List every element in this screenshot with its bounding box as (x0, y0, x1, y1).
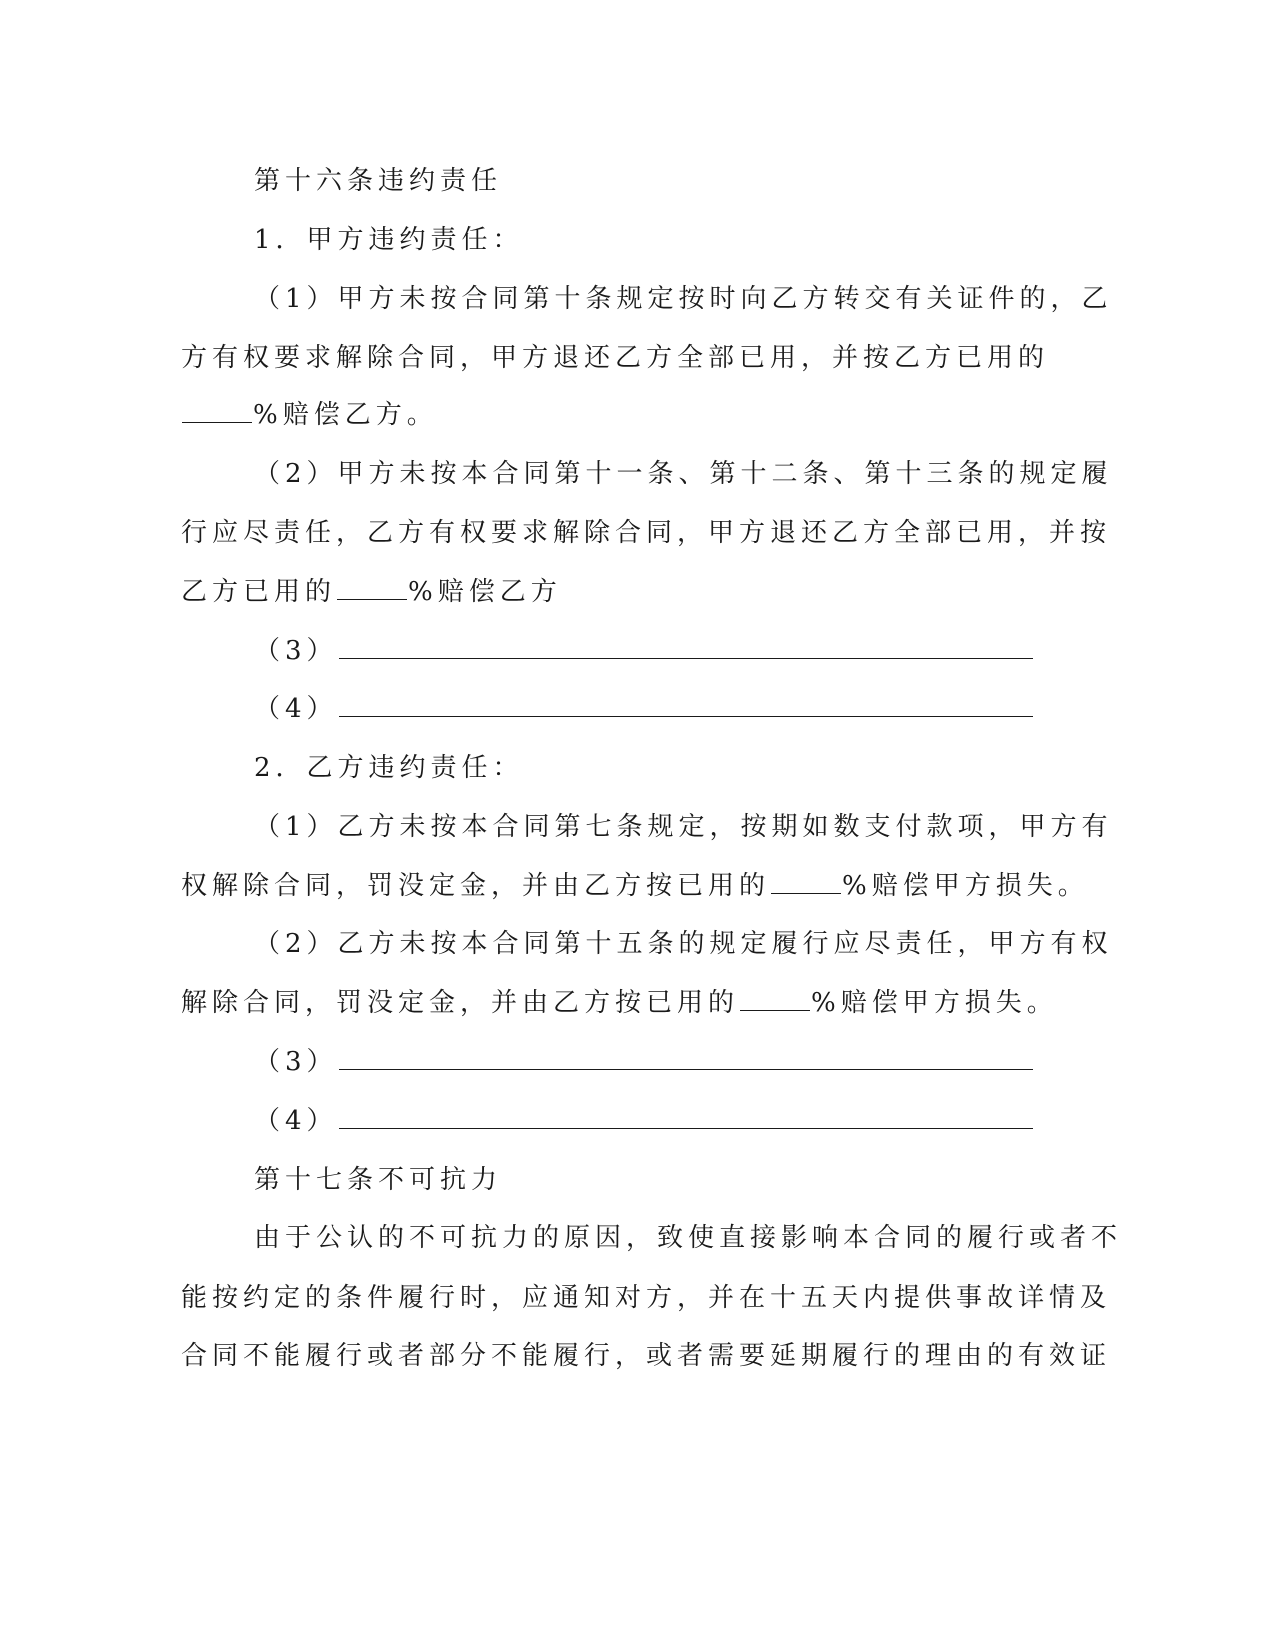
blank-line (339, 1045, 1033, 1070)
party-a-item-1-line-3 (181, 397, 438, 433)
party-a-item-2-prefix: 乙方已用的 (181, 577, 337, 607)
blank-field (771, 869, 841, 894)
party-b-item-1-prefix: 权解除合同，罚没定金，并由乙方按已用的 (181, 871, 771, 901)
blank-line (339, 692, 1033, 717)
blank-field (337, 575, 407, 600)
article-16-title: 第十六条违约责任 (254, 166, 503, 196)
party-b-item-3 (254, 1044, 1034, 1080)
blank-line (339, 1104, 1033, 1129)
article-17-title: 第十七条不可抗力 (254, 1165, 503, 1195)
item-label: （4） (254, 694, 338, 724)
party-b-heading: 2．乙方违约责任： (254, 753, 524, 783)
party-b-item-1-line-2 (181, 868, 1089, 904)
blank-field (740, 986, 810, 1011)
party-a-item-1-line-1: （1）甲方未按合同第十条规定按时向乙方转交有关证件的，乙 (254, 284, 1113, 314)
party-a-item-2-line-2: 行应尽责任，乙方有权要求解除合同，甲方退还乙方全部已用，并按 (181, 518, 1112, 548)
blank-line (339, 634, 1033, 659)
item-label: （4） (254, 1106, 338, 1136)
party-b-item-2-suffix: %赔偿甲方损失。 (811, 988, 1058, 1018)
article-17-line-2: 能按约定的条件履行时，应通知对方，并在十五天内提供事故详情及 (181, 1283, 1112, 1313)
party-a-item-2-suffix: %赔偿乙方 (408, 577, 562, 607)
party-b-item-2-prefix: 解除合同，罚没定金，并由乙方按已用的 (181, 988, 740, 1018)
article-17-line-1: 由于公认的不可抗力的原因，致使直接影响本合同的履行或者不 (254, 1223, 1123, 1253)
party-b-item-1-suffix: %赔偿甲方损失。 (842, 871, 1089, 901)
party-a-item-3 (254, 633, 1034, 669)
party-b-item-4 (254, 1103, 1034, 1139)
party-b-item-1-line-1: （1）乙方未按本合同第七条规定，按期如数支付款项，甲方有 (254, 812, 1113, 842)
article-17-line-3: 合同不能履行或者部分不能履行，或者需要延期履行的理由的有效证 (181, 1341, 1112, 1371)
party-a-item-1-suffix: %赔偿乙方。 (253, 400, 438, 430)
item-label: （3） (254, 636, 338, 666)
party-a-item-4 (254, 691, 1034, 727)
item-label: （3） (254, 1047, 338, 1077)
party-a-item-2-line-3 (181, 574, 562, 610)
party-b-item-2-line-1: （2）乙方未按本合同第十五条的规定履行应尽责任，甲方有权 (254, 929, 1113, 959)
party-b-item-2-line-2 (181, 985, 1058, 1021)
party-a-heading: 1．甲方违约责任： (254, 225, 524, 255)
blank-field (182, 398, 252, 423)
party-a-item-2-line-1: （2）甲方未按本合同第十一条、第十二条、第十三条的规定履 (254, 459, 1113, 489)
party-a-item-1-line-2: 方有权要求解除合同，甲方退还乙方全部已用，并按乙方已用的 (181, 343, 1050, 373)
